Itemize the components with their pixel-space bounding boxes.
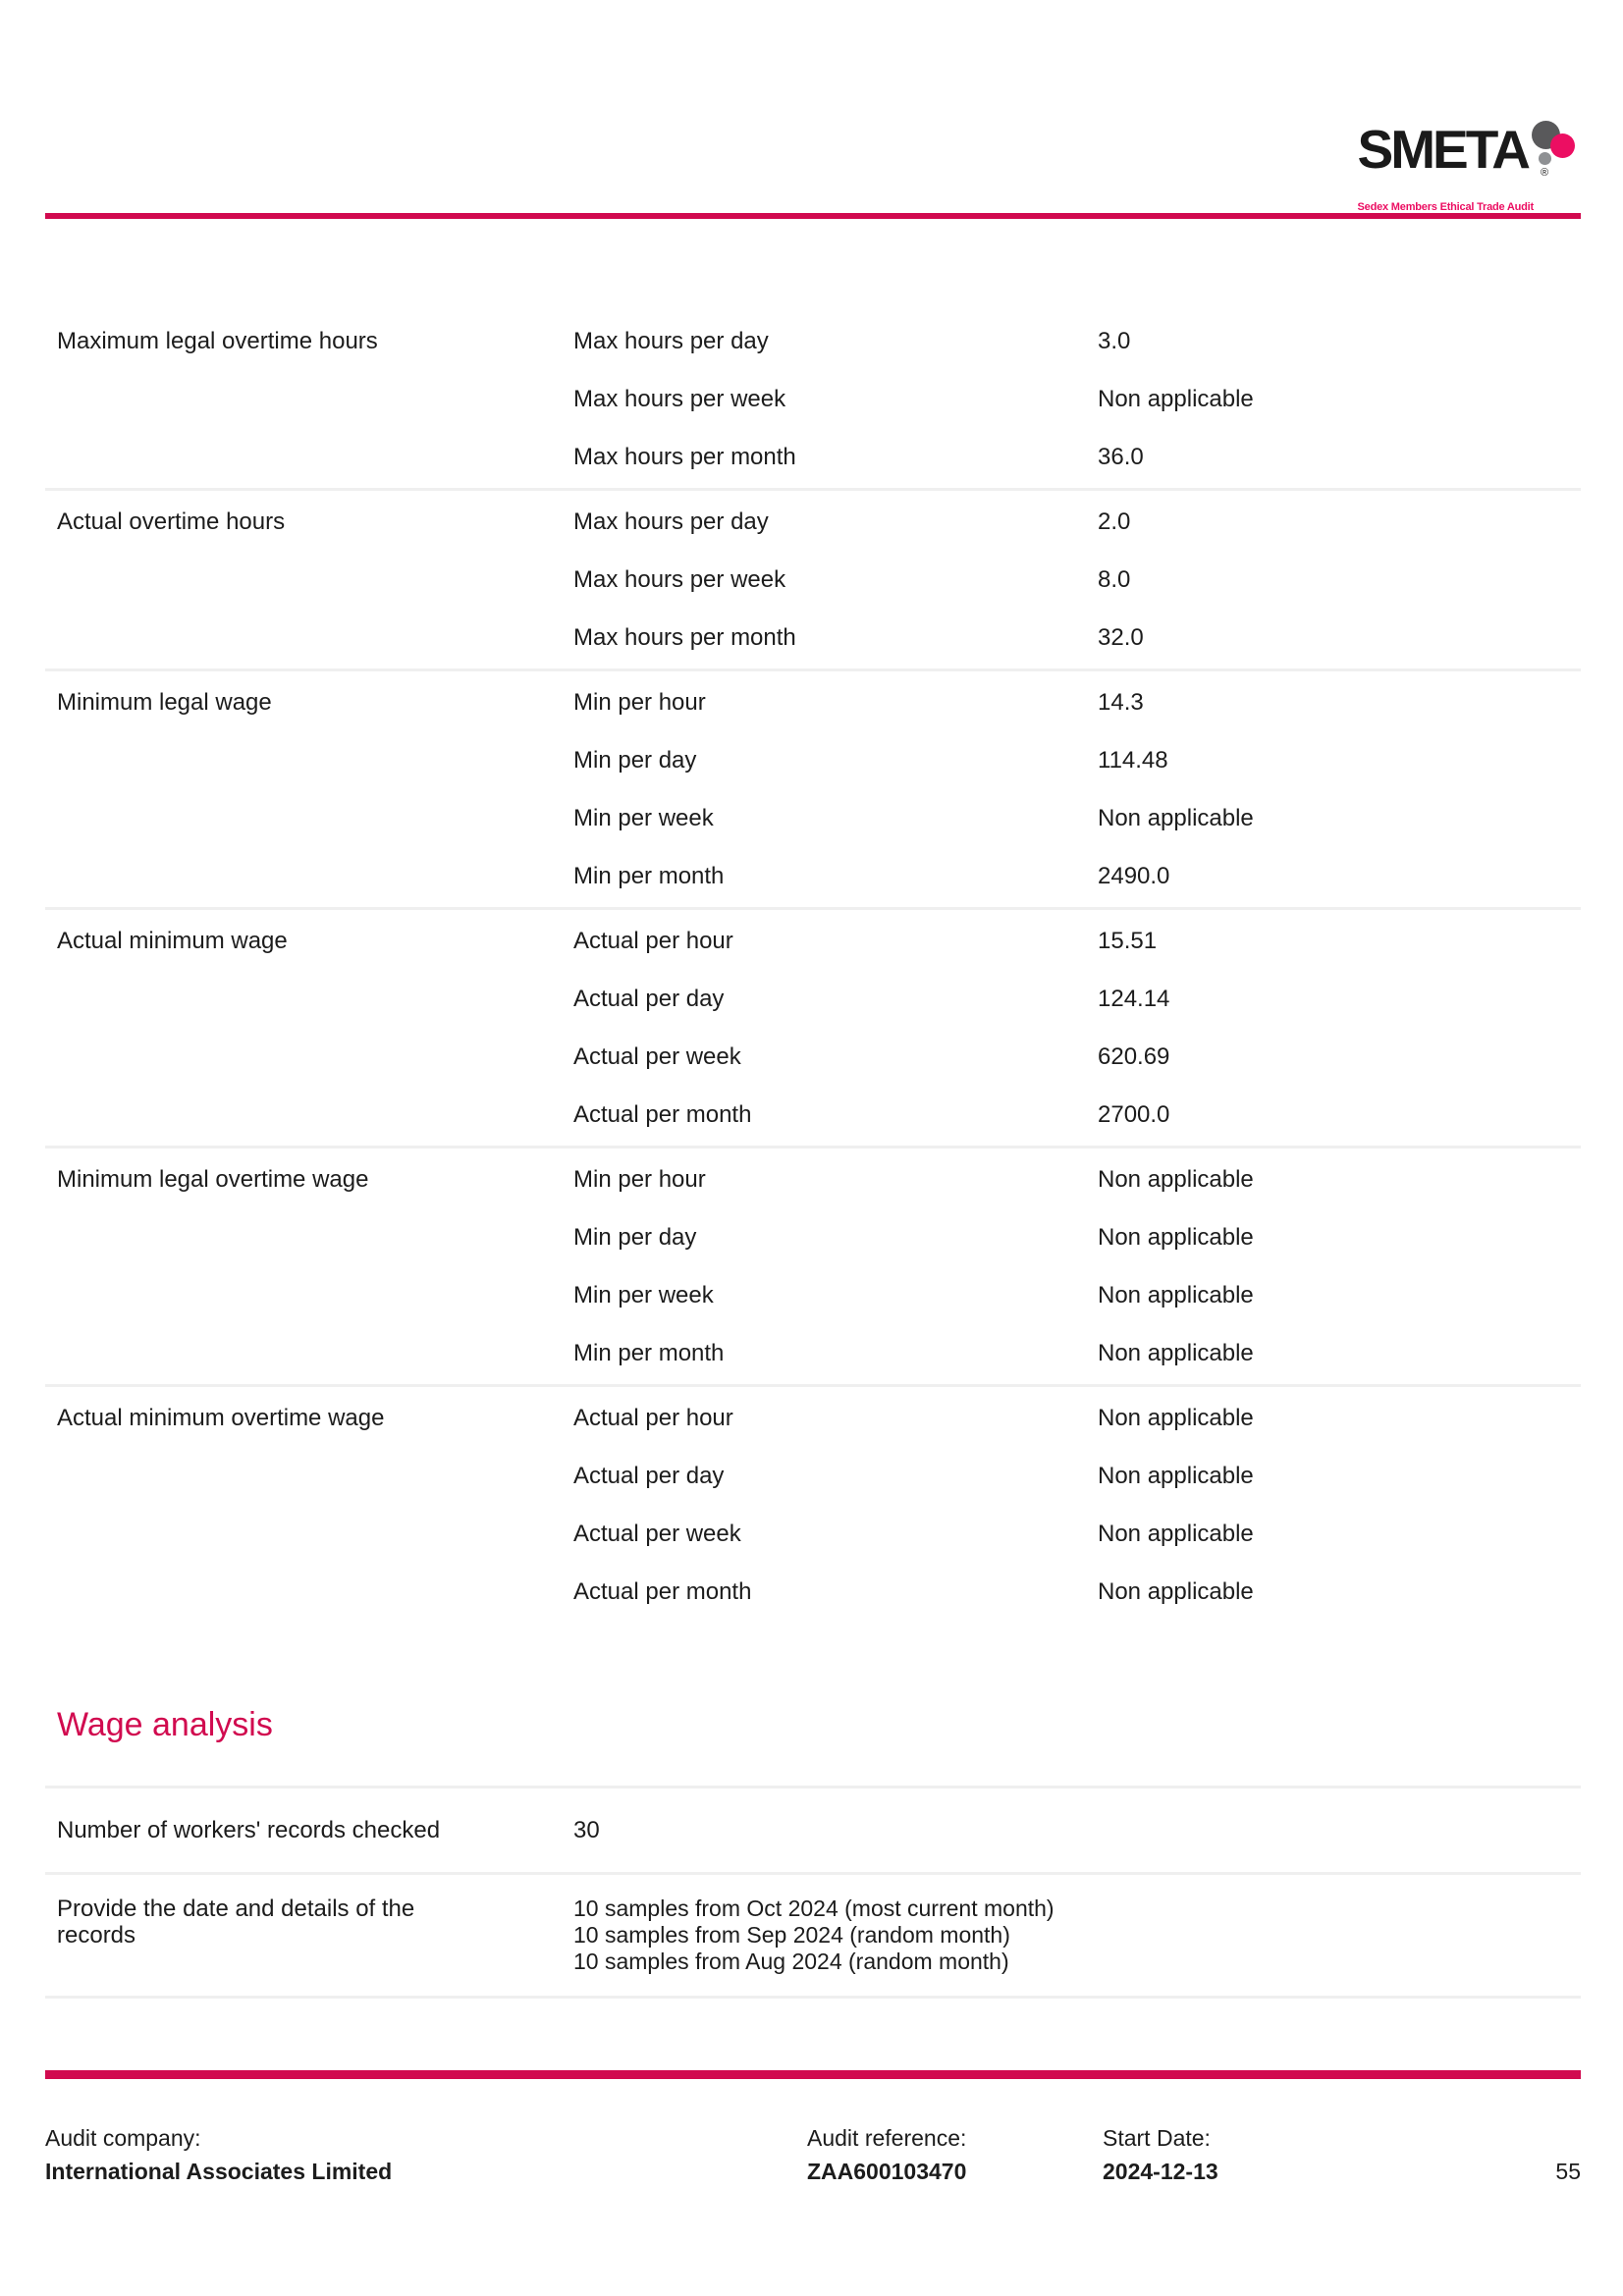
logo-dot-pink-icon [1550,133,1575,158]
metric-label: Actual per day [573,1463,725,1489]
metric-value: 36.0 [1098,444,1144,470]
overtime-wage-table [45,310,1581,1623]
metric-value: 15.51 [1098,928,1158,954]
wage-row [45,1786,1581,1872]
table-group [45,1384,1581,1623]
metric-value: Non applicable [1098,805,1254,831]
metric-value: Non applicable [1098,1405,1254,1431]
metric-value: 8.0 [1098,566,1131,593]
table-group [45,310,1581,488]
metric-label: Actual per week [573,1043,741,1070]
metric-label: Actual per hour [573,928,733,954]
metric-value: Non applicable [1098,1282,1254,1308]
metric-label: Max hours per day [573,328,769,354]
table-group [45,488,1581,668]
wage-row-value: 10 samples from Oct 2024 (most current month) [573,1896,1055,1921]
metric-label: Min per month [573,1340,725,1366]
metric-label: Min per hour [573,689,706,716]
metric-label: Actual per month [573,1578,752,1605]
metric-label: Min per month [573,863,725,889]
audit-company-value: International Associates Limited [45,2159,393,2184]
start-date-value: 2024-12-13 [1103,2159,1218,2184]
metric-label: Max hours per week [573,566,786,593]
smeta-logo-text: SMETA [1357,119,1528,180]
metric-value: 2700.0 [1098,1101,1170,1128]
group-label: Minimum legal wage [57,689,272,716]
metric-label: Min per week [573,1282,714,1308]
metric-value: 2.0 [1098,508,1131,535]
metric-label: Max hours per day [573,508,769,535]
metric-value: 32.0 [1098,624,1144,651]
wage-row-value: 10 samples from Aug 2024 (random month) [573,1949,1009,1974]
metric-value: 3.0 [1098,328,1131,354]
metric-label: Max hours per month [573,444,796,470]
metric-label: Actual per hour [573,1405,733,1431]
footer-rule [45,2070,1581,2079]
metric-label: Actual per day [573,986,725,1012]
wage-analysis-heading: Wage analysis [57,1706,273,1743]
group-label: Actual minimum wage [57,928,288,954]
group-label: Actual overtime hours [57,508,286,535]
metric-value: Non applicable [1098,386,1254,412]
metric-label: Min per hour [573,1166,706,1193]
metric-value: Non applicable [1098,1166,1254,1193]
metric-value: Non applicable [1098,1521,1254,1547]
metric-value: Non applicable [1098,1340,1254,1366]
metric-value: 620.69 [1098,1043,1170,1070]
metric-value: Non applicable [1098,1463,1254,1489]
audit-company-label: Audit company: [45,2125,201,2151]
wage-row-label: Provide the date and details of the records [57,1896,415,1949]
metric-value: 114.48 [1098,747,1168,774]
audit-reference-value: ZAA600103470 [807,2159,967,2184]
start-date-label: Start Date: [1103,2125,1211,2151]
table-group [45,1146,1581,1384]
metric-label: Min per week [573,805,714,831]
metric-label: Actual per month [573,1101,752,1128]
table-group [45,907,1581,1146]
page-content [45,310,1581,1999]
metric-value: Non applicable [1098,1224,1254,1251]
metric-value: 124.14 [1098,986,1170,1012]
metric-label: Min per day [573,747,697,774]
smeta-logo [1357,119,1579,213]
metric-value: Non applicable [1098,1578,1254,1605]
metric-value: 14.3 [1098,689,1144,716]
metric-label: Max hours per month [573,624,796,651]
table-group [45,668,1581,907]
metric-label: Min per day [573,1224,697,1251]
metric-label: Max hours per week [573,386,786,412]
smeta-logo-tagline: Sedex Members Ethical Trade Audit [1357,201,1534,213]
wage-row-label: Number of workers' records checked [57,1817,441,1843]
group-label: Maximum legal overtime hours [57,328,378,354]
metric-value: 2490.0 [1098,863,1170,889]
page-number: 55 [1555,2159,1581,2184]
wage-row-value: 30 [573,1817,600,1843]
header-rule [45,213,1581,219]
registered-trademark-icon: ® [1540,167,1549,179]
wage-row [45,1872,1581,1996]
wage-analysis-section [45,1786,1581,1999]
audit-reference-label: Audit reference: [807,2125,967,2151]
group-label: Actual minimum overtime wage [57,1405,385,1431]
metric-label: Actual per week [573,1521,741,1547]
smeta-logo-dots [1530,121,1577,199]
wage-row-value: 10 samples from Sep 2024 (random month) [573,1922,1010,1948]
logo-dot-small-icon [1539,152,1551,165]
group-label: Minimum legal overtime wage [57,1166,369,1193]
